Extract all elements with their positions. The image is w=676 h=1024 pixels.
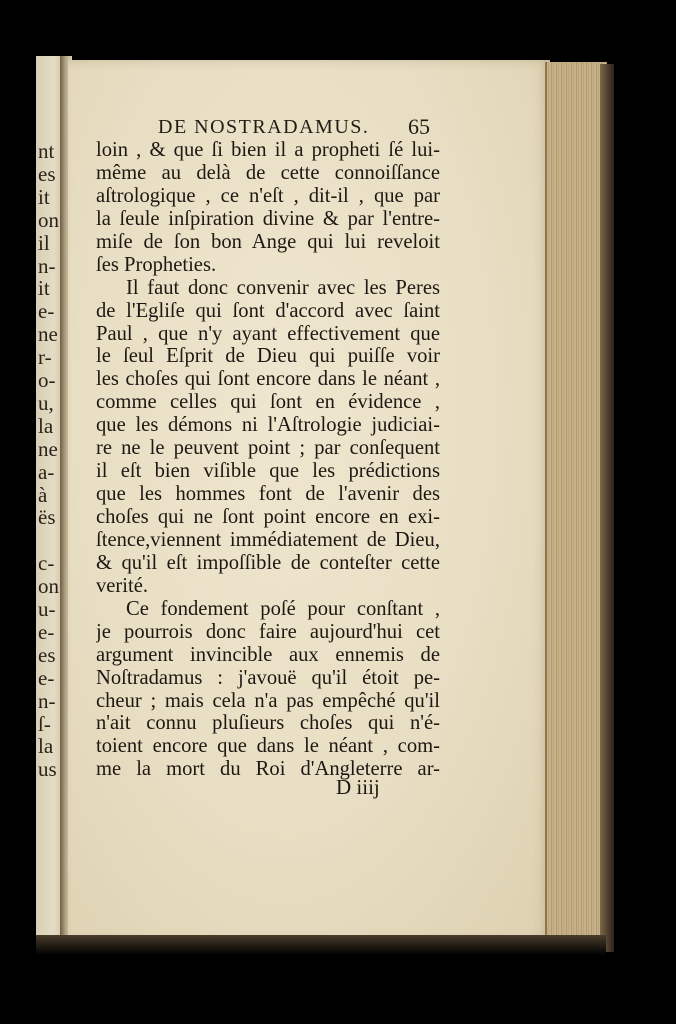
text-line: aſtrologique , ce n'eſt , dit-il , que par [96,184,440,207]
left-page-fragment: ës [38,505,56,530]
text-line: loin , & que ſi bien il a propheti ſé lui- [96,139,440,161]
text-line: ſtence,viennent immédiatement de Dieu, [96,528,440,551]
left-page-fragment: c- [38,551,55,576]
text-line: toient encore que dans le néant , com- [96,735,440,758]
left-page-fragment: n- [38,688,56,713]
page-number: 65 [408,114,430,139]
left-page-fragment: e- [38,299,55,324]
text-line: ſes Propheties. [96,253,217,276]
left-page-fragment: e- [38,665,55,690]
left-page-fragment: r- [38,345,52,370]
text-line: que les hommes font de l'avenir des [96,483,440,506]
body-text [96,139,440,781]
left-page-fragment: à [38,482,48,507]
text-line: cheur ; mais cela n'a pas empêché qu'il [96,689,440,712]
left-page-fragment: es [38,161,56,186]
text-line: me la mort du Roi d'Angleterre ar- [96,758,440,781]
left-page-fragment: e- [38,619,55,644]
text-line: verité. [96,574,149,597]
left-page-fragment: ne [38,322,58,347]
text-line: les choſes qui ſont encore dans le néant , [96,368,440,391]
text-line: n'ait connu pluſieurs choſes qui n'é- [96,712,440,735]
running-head: DE NOSTRADAMUS. [158,116,370,138]
text-line: la ſeule inſpiration divine & par l'entre- [96,207,440,230]
left-page-fragment: us [38,757,57,782]
text-line: je pourrois donc faire aujourd'hui cet [96,620,440,643]
left-page-fragment: la [38,734,54,759]
text-line: Ce fondement poſé pour conſtant , [126,597,440,620]
text-line: argument invincible aux ennemis de [96,643,440,666]
book-cover-edge [600,64,614,952]
left-page-fragment: u, [38,390,54,415]
left-page-fragment: on [38,207,59,232]
text-line: même au delà de cette connoiſſance [96,161,440,184]
left-page-fragment: es [38,642,56,667]
text-line: Il faut donc convenir avec les Peres [126,276,440,299]
text-line: le ſeul Eſprit de Dieu qui puiſſe voir [96,345,440,368]
text-line: choſes qui ne ſont point encore en exi- [96,506,440,528]
text-line: Noſtradamus : j'avouë qu'il étoit pe- [96,666,440,689]
left-page-fragment: la [38,413,54,438]
left-page-fragment: o- [38,368,56,392]
page-block-edge [545,62,607,952]
left-page-fragment: it [38,184,50,209]
left-page-fragment: nt [38,139,55,163]
text-line: re ne le peuvent point ; par conſequent [96,437,440,460]
text-line: miſe de ſon bon Ange qui lui reveloit [96,230,440,253]
text-line: & qu'il eſt impoſſible de conteſter cette [96,551,440,574]
left-page-fragment: ne [38,436,58,461]
left-page-fragment: it [38,276,50,301]
text-line: de l'Egliſe qui ſont d'accord avec ſaint [96,299,440,322]
left-page-fragment: u- [38,597,56,621]
left-page-fragment: ſ- [38,711,51,736]
left-page-fragment: a- [38,459,55,484]
signature-mark: D iiij [336,775,380,799]
left-page-fragment: il [38,230,50,255]
text-line: que les démons ni l'Aſtrologie judiciai- [96,414,440,437]
text-line: comme celles qui ſont en évidence , [96,391,440,414]
text-line: Paul , que n'y ayant effectivement que [96,322,440,345]
left-page-fragment: n- [38,253,56,278]
bottom-shadow [36,935,606,955]
text-line: il eſt bien viſible que les prédictions [96,460,440,483]
left-page-fragment: on [38,574,59,599]
